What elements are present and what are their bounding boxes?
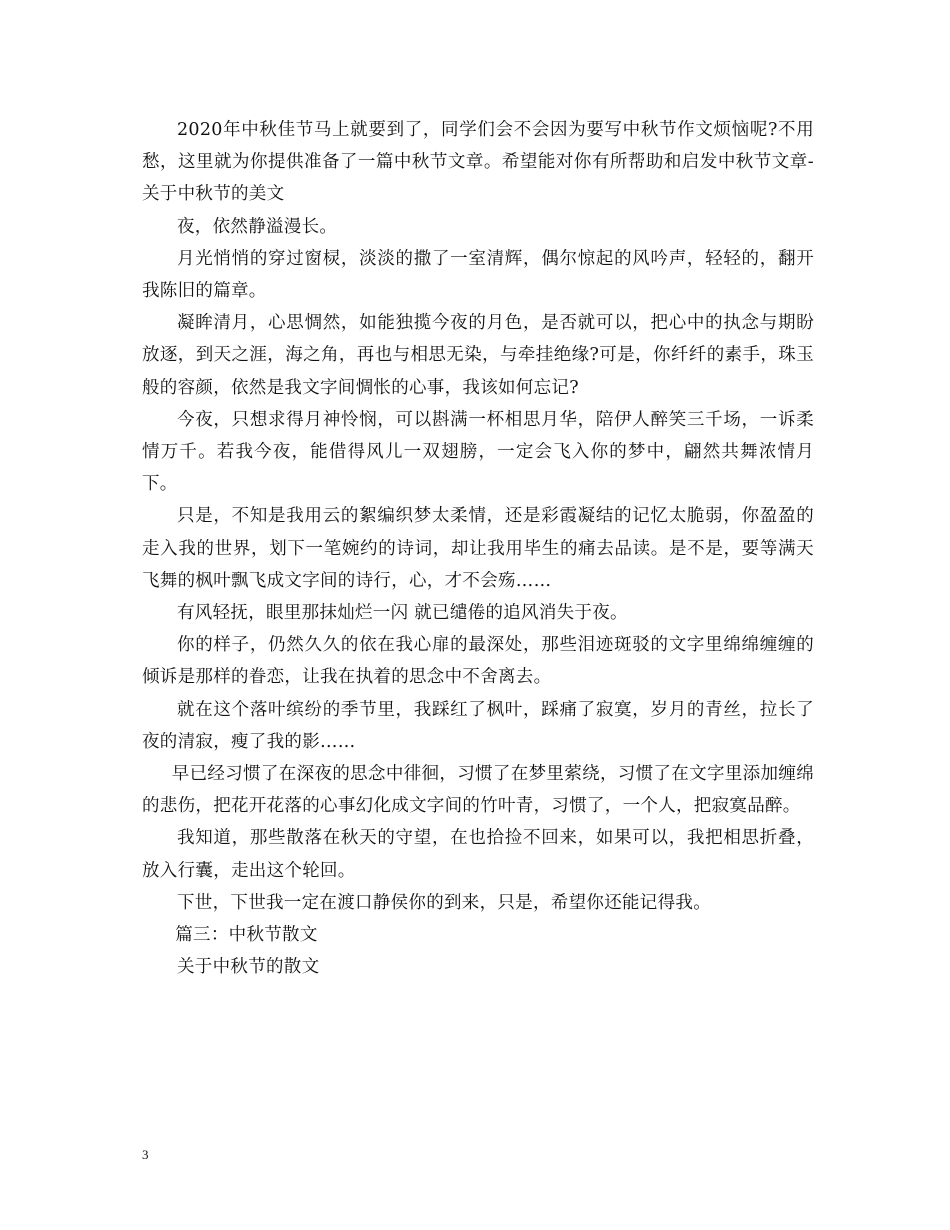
section-heading: 篇三：中秋节散文	[175, 925, 318, 946]
document-body	[142, 114, 814, 983]
paragraph: 月光悄悄的穿过窗棂，淡淡的撒了一室清辉，偶尔惊起的风吟声，轻轻的，翻开我陈旧的篇章。	[142, 248, 814, 302]
paragraph: 早已经习惯了在深夜的思念中徘徊，习惯了在梦里萦绕，习惯了在文字里添加缠绵的悲伤，把花开花落的心事幻化成文字间的竹叶青，习惯了，一个人，把寂寞品醉。	[142, 764, 814, 817]
paragraph-intro: 2020年中秋佳节马上就要到了，同学们会不会因为要写中秋节作文烦恼呢?不用愁，这里就为你提供准备了一篇中秋节文章。希望能对你有所帮助和启发中秋节文章-关于中秋节的美文	[142, 120, 814, 205]
paragraph: 凝眸清月，心思惆然，如能独揽今夜的月色，是否就可以，把心中的执念与期盼放逐，到天之涯，海之角，再也与相思无染，与牵挂绝缘?可是，你纤纤的素手，珠玉般的容颜，依然是我文字间惆怅的心事，我该如何忘记?	[142, 313, 814, 398]
paragraph: 就在这个落叶缤纷的季节里，我踩红了枫叶，踩痛了寂寞，岁月的青丝，拉长了夜的清寂，瘦了我的影……	[142, 699, 814, 752]
page-number: 3	[142, 1147, 149, 1162]
paragraph: 今夜，只想求得月神怜悯，可以斟满一杯相思月华，陪伊人醉笑三千场，一诉柔情万千。若我今夜，能借得风儿一双翅膀，一定会飞入你的梦中，翩然共舞浓情月下。	[142, 409, 814, 495]
paragraph: 有风轻抚，眼里那抹灿烂一闪 就已缱倦的追风消失于夜。	[177, 603, 628, 624]
paragraph: 只是，不知是我用云的絮编织梦太柔情，还是彩霞凝结的记忆太脆弱，你盈盈的走入我的世界，划下一笔婉约的诗词，却让我用毕生的痛去品读。是不是，要等满天飞舞的枫叶飘飞成文字间的诗行，心，才不会殇……	[142, 506, 814, 591]
paragraph: 下世，下世我一定在渡口静侯你的到来，只是，希望你还能记得我。	[177, 892, 711, 913]
paragraph: 你的样子，仍然久久的依在我心扉的最深处，那些泪迹斑驳的文字里绵绵缠缠的倾诉是那样的眷恋，让我在执着的思念中不舍离去。	[142, 635, 814, 688]
section-subtitle: 关于中秋节的散文	[177, 957, 320, 978]
paragraph: 夜，依然静溢漫长。	[177, 216, 338, 237]
paragraph: 我知道，那些散落在秋天的守望，在也拾捡不回来，如果可以，我把相思折叠，放入行囊，走出这个轮回。	[142, 828, 814, 881]
